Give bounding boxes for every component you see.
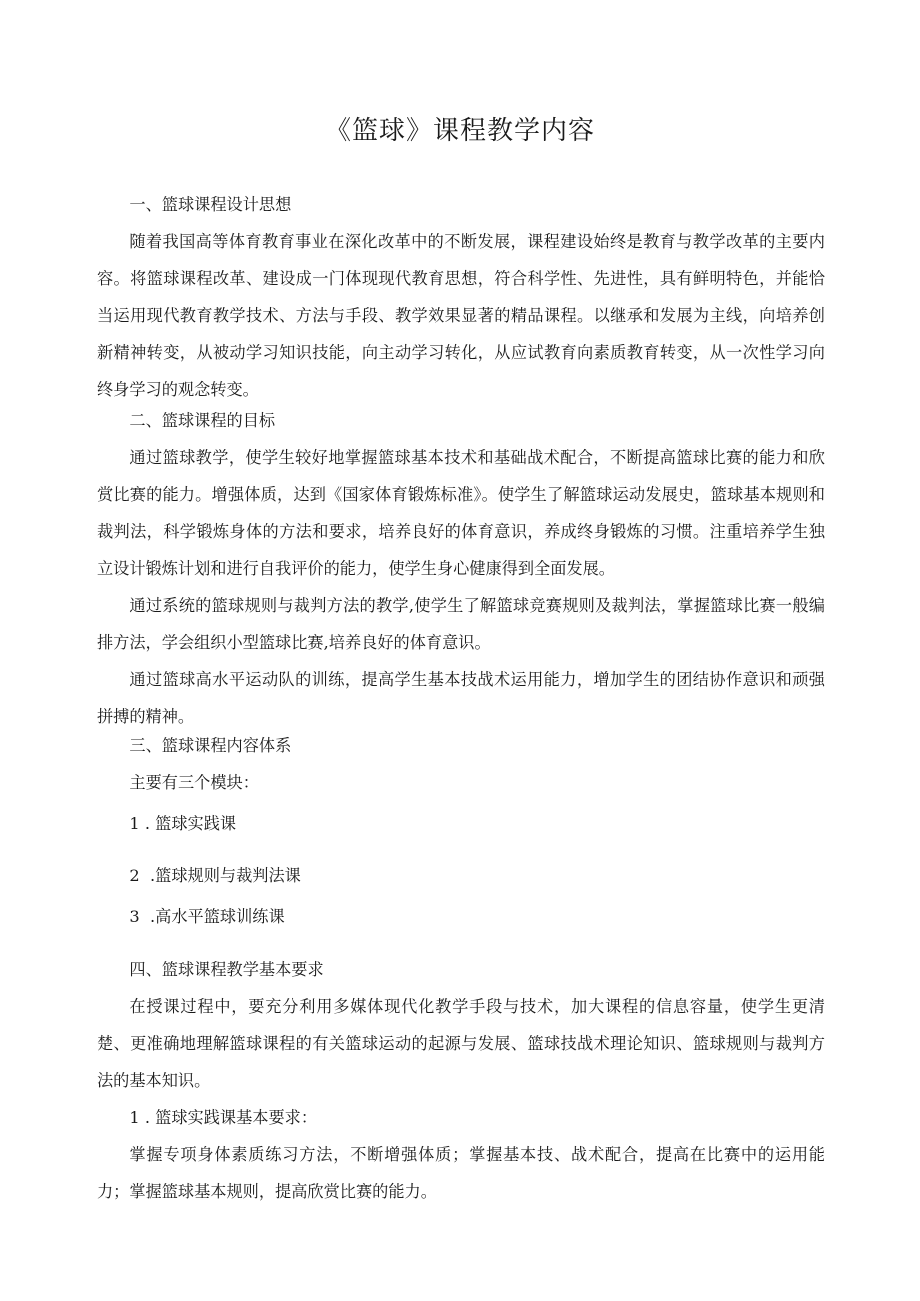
section-2-paragraph-1: 通过篮球教学，使学生较好地掌握篮球基本技术和基础战术配合，不断提高篮球比赛的能力和欣赏比赛的能力。增强体质，达到《国家体育锻炼标准》。使学生了解篮球运动发展史，篮球基本规则和裁判法，科学锻炼身体的方法和要求，培养良好的体育意识，养成终身锻炼的习惯。注重培养学生独立设计锻炼计划和进行自我评价的能力，使学生身心健康得到全面发展。 — [97, 448, 825, 578]
section-1-paragraph: 随着我国高等体育教育事业在深化改革中的不断发展，课程建设始终是教育与教学改革的主要内容。将篮球课程改革、建设成一门体现现代教育思想，符合科学性、先进性，具有鲜明特色，并能恰当运用现代教育教学技术、方法与手段、教学效果显著的精品课程。以继承和发展为主线，向培养创新精神转变，从被动学习知识技能，向主动学习转化，从应试教育向素质教育转变，从一次性学习向终身学习的观念转变。 — [97, 232, 825, 399]
document-title: 《篮球》课程教学内容 — [324, 116, 595, 146]
section-1-heading: 一、篮球课程设计思想 — [129, 195, 292, 214]
section-2-heading: 二、篮球课程的目标 — [129, 411, 276, 430]
section-4-paragraph: 在授课过程中，要充分利用多媒体现代化教学手段与技术，加大课程的信息容量，使学生更清楚、更准确地理解篮球课程的有关篮球运动的起源与发展、篮球技战术理论知识、篮球规则与裁判方法的基本知识。 — [97, 997, 825, 1090]
section-4-heading: 四、篮球课程教学基本要求 — [129, 960, 324, 979]
module-item-2: 2 .篮球规则与裁判法课 — [129, 866, 301, 885]
section-2-paragraph-2: 通过系统的篮球规则与裁判方法的教学,使学生了解篮球竞赛规则及裁判法，掌握篮球比赛一般编排方法，学会组织小型篮球比赛,培养良好的体育意识。 — [97, 596, 825, 652]
module-item-3: 3 .高水平篮球训练课 — [129, 907, 285, 926]
section-3 — [97, 727, 825, 801]
section-4-subparagraph: 掌握专项身体素质练习方法，不断增强体质；掌握基本技、战术配合，提高在比赛中的运用能力；掌握篮球基本规则，提高欣赏比赛的能力。 — [97, 1145, 825, 1201]
section-4-subheading: 1 . 篮球实践课基本要求： — [129, 1108, 318, 1127]
module-list-2 — [97, 857, 825, 894]
section-1 — [97, 186, 825, 408]
section-4 — [97, 951, 825, 1210]
section-3-heading: 三、篮球课程内容体系 — [129, 736, 292, 755]
section-2-paragraph-3: 通过篮球高水平运动队的训练，提高学生基本技战术运用能力，增加学生的团结协作意识和顽强拼搏的精神。 — [97, 670, 825, 726]
section-3-intro: 主要有三个模块： — [129, 773, 259, 792]
module-list — [97, 805, 825, 842]
module-item-1: 1 . 篮球实践课 — [129, 814, 237, 833]
module-list-3 — [97, 898, 825, 935]
section-2 — [97, 402, 825, 735]
